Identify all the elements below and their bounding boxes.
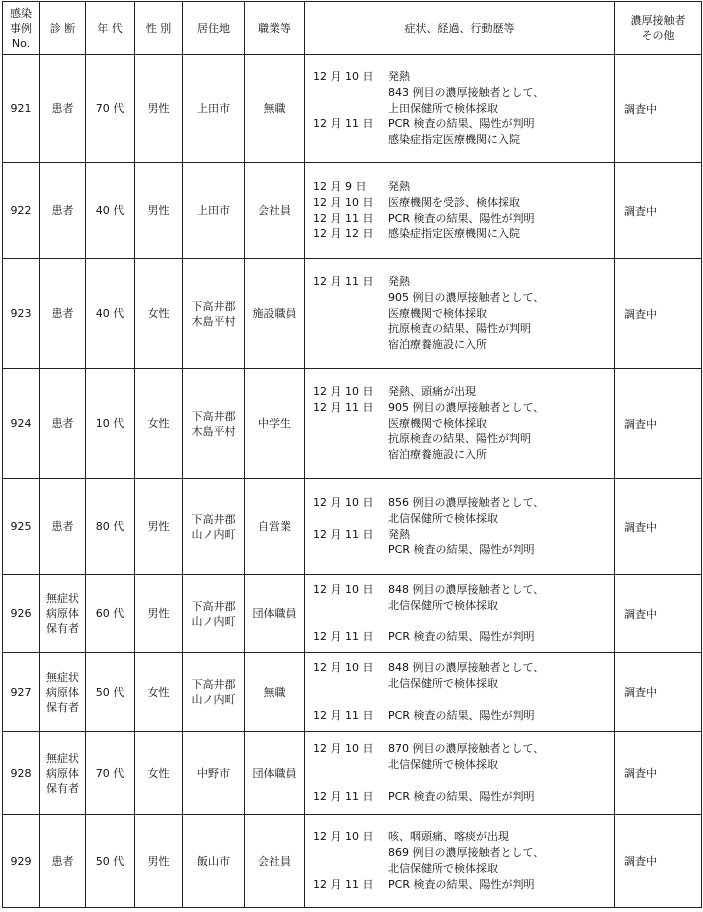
event-date: [313, 676, 388, 692]
course-event: [313, 306, 614, 322]
diagnosis-cell: [40, 732, 86, 815]
table-row: [3, 815, 702, 908]
event-date: 12 月 11 日: [313, 877, 374, 891]
event-date: 12 月 12 日: [313, 227, 374, 241]
event-date: 12 月 11 日: [313, 708, 374, 722]
case-no-cell: 927: [3, 653, 40, 732]
sex-cell: 女性: [135, 653, 183, 732]
course-event: [313, 85, 614, 101]
event-date: 12 月 11 日: [313, 630, 374, 644]
event-text: 869 例目の濃厚接触者として、: [388, 846, 545, 860]
course-event: [313, 877, 614, 893]
course-cell: [305, 815, 615, 908]
residence-cell-line: 山ノ内町: [191, 614, 236, 628]
case-no-cell: 922: [3, 163, 40, 259]
diagnosis-cell: [40, 575, 86, 653]
event-text: 870 例目の濃厚接触者として、: [388, 742, 545, 756]
event-date: 12 月 10 日: [313, 495, 374, 509]
course-event: [313, 629, 614, 645]
residence-cell-line: 下高井郡: [191, 678, 236, 691]
residence-cell-line: 下高井郡: [191, 512, 236, 526]
event-text: 上田保健所で検体採取: [388, 101, 498, 115]
other-cell: 調査中: [615, 575, 702, 653]
event-date: 12 月 9 日: [313, 179, 367, 193]
course-event: [313, 676, 614, 692]
course-cell: [305, 479, 615, 575]
table-row: [3, 732, 702, 815]
diagnosis-cell-line: 患者: [51, 204, 74, 217]
residence-cell: [183, 653, 245, 732]
event-date: [313, 542, 388, 558]
table-row: [3, 575, 702, 653]
sex-cell: 女性: [135, 259, 183, 369]
event-text: 抗原検査の結果、陽性が判明: [388, 432, 531, 446]
residence-cell-line: 山ノ内町: [191, 527, 236, 541]
residence-cell: [183, 732, 245, 815]
event-date: 12 月 11 日: [313, 275, 374, 288]
event-text: 北信保健所で検体採取: [388, 758, 498, 772]
table-row: [3, 369, 702, 479]
residence-cell-line: 上田市: [197, 204, 230, 217]
event-text: 発熱: [388, 527, 410, 541]
course-event: [313, 495, 614, 511]
event-text: 北信保健所で検体採取: [388, 511, 498, 525]
diagnosis-cell-line: 病原体: [46, 685, 79, 699]
residence-cell-line: 下高井郡: [191, 599, 236, 613]
course-cell: [305, 163, 615, 259]
event-text: 感染症指定医療機関に入院: [388, 133, 520, 147]
diagnosis-cell: [40, 259, 86, 369]
age-cell: 50 代: [86, 815, 135, 908]
event-date: [313, 447, 388, 463]
event-date: [313, 861, 388, 877]
residence-cell: [183, 369, 245, 479]
event-text: 856 例目の濃厚接触者として、: [388, 495, 545, 509]
residence-cell: [183, 479, 245, 575]
case-no-cell: 921: [3, 55, 40, 163]
event-text: PCR 検査の結果、陽性が判明: [388, 211, 535, 225]
event-text: PCR 検査の結果、陽性が判明: [388, 877, 535, 891]
event-date: [313, 431, 388, 447]
diagnosis-cell-line: 病原体: [46, 766, 79, 780]
event-date: [313, 337, 388, 353]
event-date: 12 月 11 日: [313, 527, 374, 541]
event-date: [313, 132, 388, 148]
course-event: [313, 69, 614, 85]
course-event: [313, 290, 614, 306]
course-event: [313, 542, 614, 558]
course-event: [313, 195, 614, 211]
event-date: 12 月 11 日: [313, 211, 374, 225]
other-cell: 調査中: [615, 732, 702, 815]
sex-cell: 女性: [135, 732, 183, 815]
residence-cell-line: 木島平村: [191, 314, 236, 328]
course-event: [313, 757, 614, 773]
event-date: [313, 306, 388, 322]
event-date: 12 月 11 日: [313, 400, 374, 414]
diagnosis-cell-line: 病原体: [46, 607, 79, 620]
diagnosis-cell: [40, 479, 86, 575]
table-row: [3, 55, 702, 163]
event-text: 咳、咽頭痛、喀痰が出現: [388, 830, 509, 844]
event-text: 発熱、頭痛が出現: [388, 385, 476, 398]
event-date: 12 月 10 日: [313, 661, 374, 675]
course-event: [313, 741, 614, 757]
event-date: [313, 845, 388, 861]
case-no-cell: 928: [3, 732, 40, 815]
diagnosis-cell-line: 保有者: [46, 781, 79, 795]
event-date: 12 月 10 日: [313, 70, 374, 83]
event-text: 発熱: [388, 70, 410, 83]
event-text: PCR 検査の結果、陽性が判明: [388, 543, 535, 557]
case-no-cell: 929: [3, 815, 40, 908]
case-no-cell: 925: [3, 479, 40, 575]
residence-cell-line: 山ノ内町: [191, 693, 236, 706]
other-cell: 調査中: [615, 479, 702, 575]
residence-cell-line: 上田市: [197, 102, 230, 115]
other-cell: 調査中: [615, 163, 702, 259]
course-event: [313, 226, 614, 242]
occupation-cell: 無職: [245, 55, 305, 163]
residence-cell: [183, 815, 245, 908]
case-no-cell: 924: [3, 369, 40, 479]
age-cell: 80 代: [86, 479, 135, 575]
event-text: PCR 検査の結果、陽性が判明: [388, 708, 535, 722]
age-cell: 40 代: [86, 259, 135, 369]
event-text: 905 例目の濃厚接触者として、: [388, 400, 545, 414]
event-date: 12 月 10 日: [313, 742, 374, 756]
event-text: 北信保健所で検体採取: [388, 598, 498, 612]
residence-cell-line: 飯山市: [197, 854, 230, 868]
header-case-no: 感染 事例 No.: [3, 2, 40, 55]
diagnosis-cell: [40, 163, 86, 259]
residence-cell-line: 木島平村: [191, 424, 236, 438]
diagnosis-cell: [40, 815, 86, 908]
sex-cell: 男性: [135, 575, 183, 653]
event-text: 医療機関で検体採取: [388, 416, 487, 430]
header-residence: 居住地: [183, 2, 245, 55]
event-text: 843 例目の濃厚接触者として、: [388, 85, 545, 99]
course-event: [313, 321, 614, 337]
course-event: [313, 400, 614, 416]
residence-cell-line: 中野市: [197, 766, 230, 780]
event-text: 905 例目の濃厚接触者として、: [388, 290, 545, 304]
event-text: PCR 検査の結果、陽性が判明: [388, 789, 535, 803]
header-course: 症状、経過、行動歴等: [305, 2, 615, 55]
header-diagnosis: 診 断: [40, 2, 86, 55]
occupation-cell: 会社員: [245, 815, 305, 908]
header-age: 年 代: [86, 2, 135, 55]
sex-cell: 男性: [135, 479, 183, 575]
table-row: [3, 259, 702, 369]
diagnosis-cell: [40, 653, 86, 732]
age-cell: 70 代: [86, 732, 135, 815]
course-event: [313, 527, 614, 543]
occupation-cell: 無職: [245, 653, 305, 732]
course-event: [313, 845, 614, 861]
other-cell: 調査中: [615, 259, 702, 369]
case-no-cell: 926: [3, 575, 40, 653]
occupation-cell: 会社員: [245, 163, 305, 259]
age-cell: 70 代: [86, 55, 135, 163]
residence-cell: [183, 163, 245, 259]
course-event: [313, 789, 614, 805]
other-cell: 調査中: [615, 815, 702, 908]
course-event: [313, 582, 614, 598]
sex-cell: 男性: [135, 55, 183, 163]
diagnosis-cell-line: 患者: [51, 307, 74, 320]
course-cell: [305, 259, 615, 369]
diagnosis-cell: [40, 369, 86, 479]
course-event: [313, 211, 614, 227]
event-date: [313, 85, 388, 101]
residence-cell: [183, 259, 245, 369]
course-cell: [305, 653, 615, 732]
diagnosis-cell-line: 患者: [51, 520, 74, 533]
event-date: [313, 416, 388, 432]
occupation-cell: 施設職員: [245, 259, 305, 369]
event-text: 宿泊療養施設に入所: [388, 448, 487, 462]
sex-cell: 男性: [135, 163, 183, 259]
event-date: [313, 290, 388, 306]
cases-table: [2, 1, 702, 908]
event-date: [313, 101, 388, 117]
event-text: PCR 検査の結果、陽性が判明: [388, 117, 535, 131]
course-cell: [305, 369, 615, 479]
event-text: 発熱: [388, 179, 410, 193]
table-row: [3, 479, 702, 575]
header-row: [3, 2, 702, 55]
age-cell: 60 代: [86, 575, 135, 653]
diagnosis-cell: [40, 55, 86, 163]
diagnosis-cell-line: 無症状: [46, 751, 79, 765]
event-text: 発熱: [388, 275, 410, 288]
diagnosis-cell-line: 患者: [51, 417, 74, 430]
other-cell: 調査中: [615, 653, 702, 732]
event-text: 医療機関を受診、検体採取: [388, 195, 520, 209]
age-cell: 10 代: [86, 369, 135, 479]
event-text: 848 例目の濃厚接触者として、: [388, 661, 545, 675]
course-cell: [305, 575, 615, 653]
course-event: [313, 511, 614, 527]
residence-cell-line: 下高井郡: [191, 409, 236, 423]
table-row: [3, 163, 702, 259]
residence-cell-line: 下高井郡: [191, 299, 236, 313]
event-date: 12 月 10 日: [313, 830, 374, 844]
event-date: 12 月 11 日: [313, 117, 374, 131]
course-event: [313, 384, 614, 400]
occupation-cell: 団体職員: [245, 575, 305, 653]
other-cell: 調査中: [615, 369, 702, 479]
course-event: [313, 116, 614, 132]
diagnosis-cell-line: 保有者: [46, 700, 79, 714]
sex-cell: 男性: [135, 815, 183, 908]
event-date: 12 月 11 日: [313, 789, 374, 803]
event-text: PCR 検査の結果、陽性が判明: [388, 630, 535, 644]
course-event: [313, 431, 614, 447]
residence-cell: [183, 55, 245, 163]
event-text: 医療機関で検体採取: [388, 306, 487, 320]
course-event: [313, 708, 614, 724]
case-no-cell: 923: [3, 259, 40, 369]
occupation-cell: 団体職員: [245, 732, 305, 815]
course-event: [313, 447, 614, 463]
event-date: [313, 757, 388, 773]
course-event: [313, 861, 614, 877]
age-cell: 50 代: [86, 653, 135, 732]
course-event: [313, 274, 614, 290]
course-cell: [305, 732, 615, 815]
sex-cell: 女性: [135, 369, 183, 479]
course-event: [313, 598, 614, 614]
age-cell: 40 代: [86, 163, 135, 259]
course-event: [313, 660, 614, 676]
diagnosis-cell-line: 患者: [51, 854, 74, 868]
diagnosis-cell-line: 無症状: [46, 592, 79, 605]
course-event: [313, 829, 614, 845]
occupation-cell: 中学生: [245, 369, 305, 479]
residence-cell: [183, 575, 245, 653]
diagnosis-cell-line: 保有者: [46, 622, 79, 635]
diagnosis-cell-line: 患者: [51, 102, 74, 115]
course-event: [313, 179, 614, 195]
event-text: 848 例目の濃厚接触者として、: [388, 582, 545, 596]
event-text: 北信保健所で検体採取: [388, 677, 498, 691]
course-event: [313, 337, 614, 353]
course-event: [313, 132, 614, 148]
event-date: 12 月 10 日: [313, 582, 374, 596]
course-event: [313, 416, 614, 432]
diagnosis-cell-line: 無症状: [46, 670, 79, 684]
event-text: 宿泊療養施設に入所: [388, 338, 487, 352]
course-cell: [305, 55, 615, 163]
event-text: 抗原検査の結果、陽性が判明: [388, 322, 531, 336]
event-date: [313, 511, 388, 527]
event-date: 12 月 10 日: [313, 195, 374, 209]
header-contacts: 濃厚接触者 その他: [615, 2, 702, 55]
header-sex: 性 別: [135, 2, 183, 55]
event-text: 感染症指定医療機関に入院: [388, 227, 520, 241]
other-cell: 調査中: [615, 55, 702, 163]
event-date: 12 月 10 日: [313, 385, 374, 398]
occupation-cell: 自営業: [245, 479, 305, 575]
header-occupation: 職業等: [245, 2, 305, 55]
course-event: [313, 101, 614, 117]
table-row: [3, 653, 702, 732]
event-date: [313, 321, 388, 337]
event-text: 北信保健所で検体採取: [388, 862, 498, 875]
event-date: [313, 598, 388, 614]
